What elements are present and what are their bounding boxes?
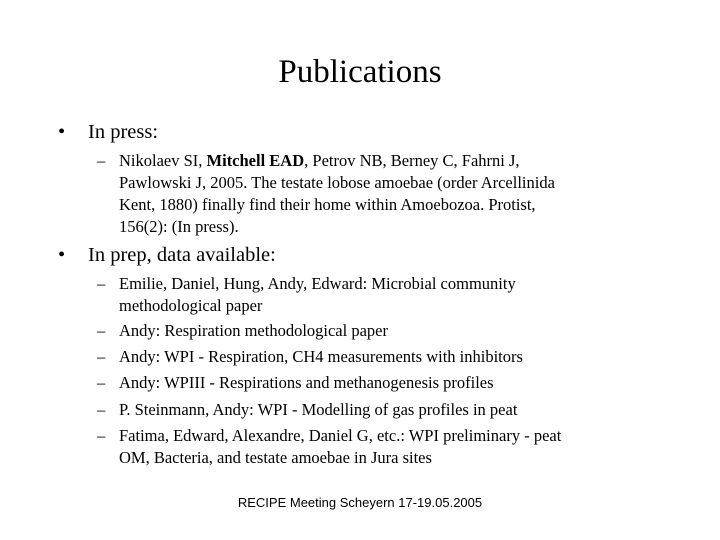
dash-icon: – [97,274,106,293]
list-item-text: Andy: WPIII - Respirations and methanogenesis profiles [119,373,494,392]
list-item [97,399,677,421]
citation-rest: , Petrov NB, Berney C, Fahrni J, Pawlowski J, 2005. The testate lobose amoebae (order Arcellinida Kent, 1880) finally find their home within Amoebozoa. Protist, 156(2): (In press). [119,151,555,236]
bullet-in-press [58,119,158,145]
bullet-icon: • [58,121,66,143]
dash-icon: – [97,151,106,170]
bullet-in-prep [58,242,276,268]
list-item-text: Fatima, Edward, Alexandre, Daniel G, etc.: WPI preliminary - peat OM, Bacteria, and testate amoebae in Jura sites [119,426,562,467]
list-item-text: P. Steinmann, Andy: WPI - Modelling of gas profiles in peat [119,400,518,419]
slide-footer: RECIPE Meeting Scheyern 17-19.05.2005 [237,495,483,510]
dash-icon: – [97,373,106,392]
dash-icon: – [97,400,106,419]
list-item-text: Andy: Respiration methodological paper [119,321,388,340]
list-item [97,273,677,317]
dash-icon: – [97,426,106,445]
publication-citation [119,150,679,238]
citation-highlighted-author: Mitchell EAD [206,151,305,170]
bullet-icon: • [58,244,66,266]
list-item [97,425,677,469]
list-item-text: Andy: WPI - Respiration, CH4 measurements with inhibitors [119,347,523,366]
dash-icon: – [97,347,106,366]
list-item [97,320,677,342]
dash-icon: – [97,321,106,340]
bullet-heading: In prep, data available: [88,244,276,266]
bullet-heading: In press: [88,121,159,143]
slide-title: Publications [278,54,442,90]
list-item-text: Emilie, Daniel, Hung, Andy, Edward: Microbial community methodological paper [119,274,516,315]
list-item [97,372,677,394]
publication-item [97,150,677,240]
list-item [97,346,677,368]
citation-authors-before: Nikolaev SI, [119,151,207,170]
